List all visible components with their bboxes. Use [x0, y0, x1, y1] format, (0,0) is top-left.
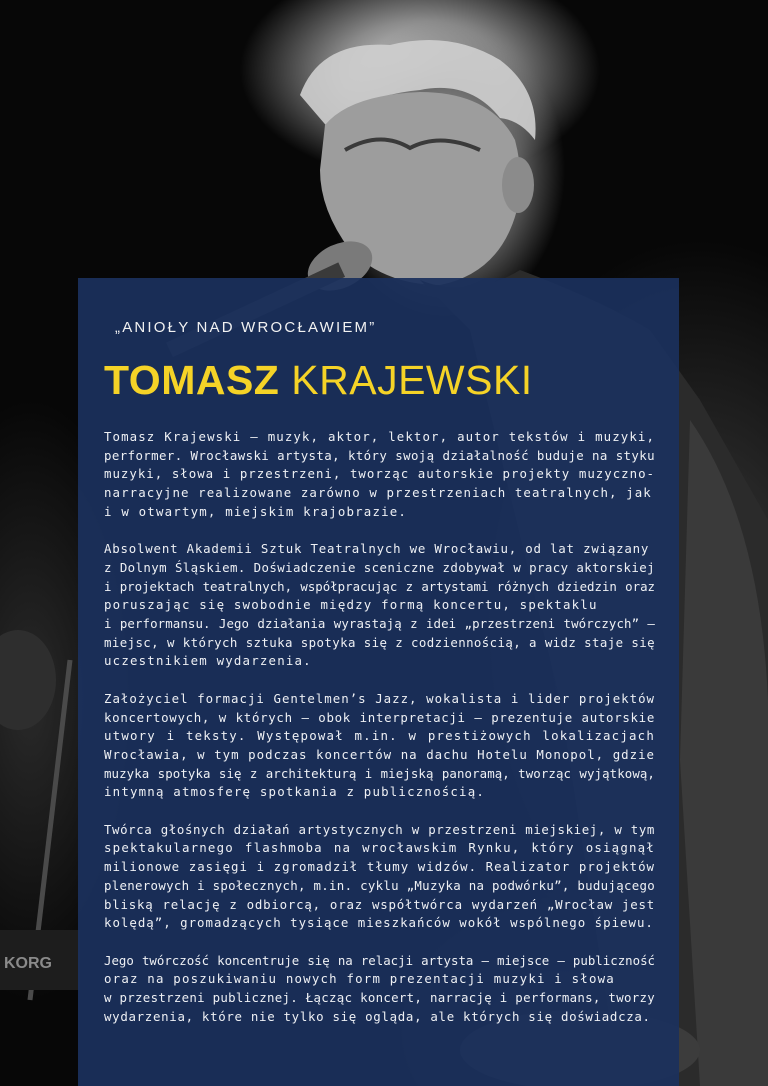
bio-line: i projektach teatralnych, współpracując z artystami różnych dziedzin oraz — [104, 578, 655, 594]
artist-first-name: TOMASZ — [104, 357, 280, 403]
bio-line: uczestnikiem wydarzenia. — [104, 653, 312, 669]
keyboard-brand-logo: KORG — [4, 955, 52, 972]
bio-line: plenerowych i społecznych, m.in. cyklu „Muzyka na podwórku”, budującego — [104, 877, 655, 893]
bio-line: muzyka spotyka się z architekturą i miejską panoramą, tworząc wyjątkową, — [104, 765, 655, 781]
bio-paragraph-2 — [104, 540, 655, 671]
bio-line: koncertowych, w których – obok interpretacji – prezentuje autorskie — [104, 709, 655, 725]
bio-line: Absolwent Akademii Sztuk Teatralnych we Wrocławiu, od lat związany — [104, 541, 650, 557]
bio-line: i performansu. Jego działania wyrastają z idei „przestrzeni twórczych” – — [104, 616, 655, 632]
bio-line: intymną atmosferę spotkania z publicznością. — [104, 784, 486, 800]
bio-line: Założyciel formacji Gentelmen’s Jazz, wokalista i lider projektów — [104, 690, 655, 706]
artist-name — [104, 354, 533, 406]
event-subtitle: „ANIOŁY NAD WROCŁAWIEM” — [115, 319, 377, 336]
bio-line: w przestrzeni publicznej. Łącząc koncert, narrację i performans, tworzy — [104, 990, 655, 1006]
artist-last-name: KRAJEWSKI — [291, 357, 533, 403]
bio-line: Wrocławia, w tym podczas koncertów na dachu Hotelu Monopol, gdzie — [104, 746, 655, 762]
bio-line: muzyki, słowa i przestrzeni, tworząc autorskie projekty muzyczno- — [104, 466, 655, 482]
bio-line: Tomasz Krajewski – muzyk, aktor, lektor, autor tekstów i muzyki, — [104, 429, 655, 444]
bio-line: Jego twórczość koncentruje się na relacji artysta – miejsce – publiczność — [104, 952, 655, 968]
bio-line: kolędą”, gromadzących tysiące mieszkańców wokół wspólnego śpiewu. — [104, 915, 654, 931]
bio-line: bliską relację z odbiorcą, oraz współtwórca wydarzeń „Wrocław jest — [104, 896, 655, 912]
bio-line: narracyjne realizowane zarówno w przestrzeniach teatralnych, jak — [104, 485, 652, 501]
bio-paragraph-3 — [104, 690, 655, 802]
bio-line: milionowe zasięgi i zgromadził tłumy widzów. Realizator projektów — [104, 859, 655, 875]
bio-line: utwory i teksty. Występował m.in. w prestiżowych lokalizacjach — [104, 728, 655, 744]
bio-line: wydarzenia, które nie tylko się ogląda, ale których się doświadcza. — [104, 1008, 651, 1024]
bio-paragraph-4 — [104, 821, 655, 933]
bio-line: spektakularnego flashmoba na wrocławskim Rynku, który osiągnął — [104, 840, 655, 856]
bio-line: Twórca głośnych działań artystycznych w przestrzeni miejskiej, w tym — [104, 821, 655, 837]
bio-text — [104, 428, 655, 1045]
bio-line: performer. Wrocławski artysta, który swoją działalność buduje na styku — [104, 447, 655, 463]
bio-line: miejsc, w których sztuka spotyka się z codziennością, a widz staje się — [104, 634, 655, 650]
bio-line: i w otwartym, miejskim krajobrazie. — [104, 503, 408, 519]
bio-paragraph-5 — [104, 952, 655, 1027]
bio-line: poruszając się swobodnie między formą koncertu, spektaklu — [104, 597, 598, 613]
bio-line: z Dolnym Śląskiem. Doświadczenie sceniczne zdobywał w pracy aktorskiej — [104, 559, 655, 575]
bio-paragraph-1 — [104, 428, 655, 522]
bio-line: oraz na poszukiwaniu nowych form prezentacji muzyki i słowa — [104, 971, 615, 987]
